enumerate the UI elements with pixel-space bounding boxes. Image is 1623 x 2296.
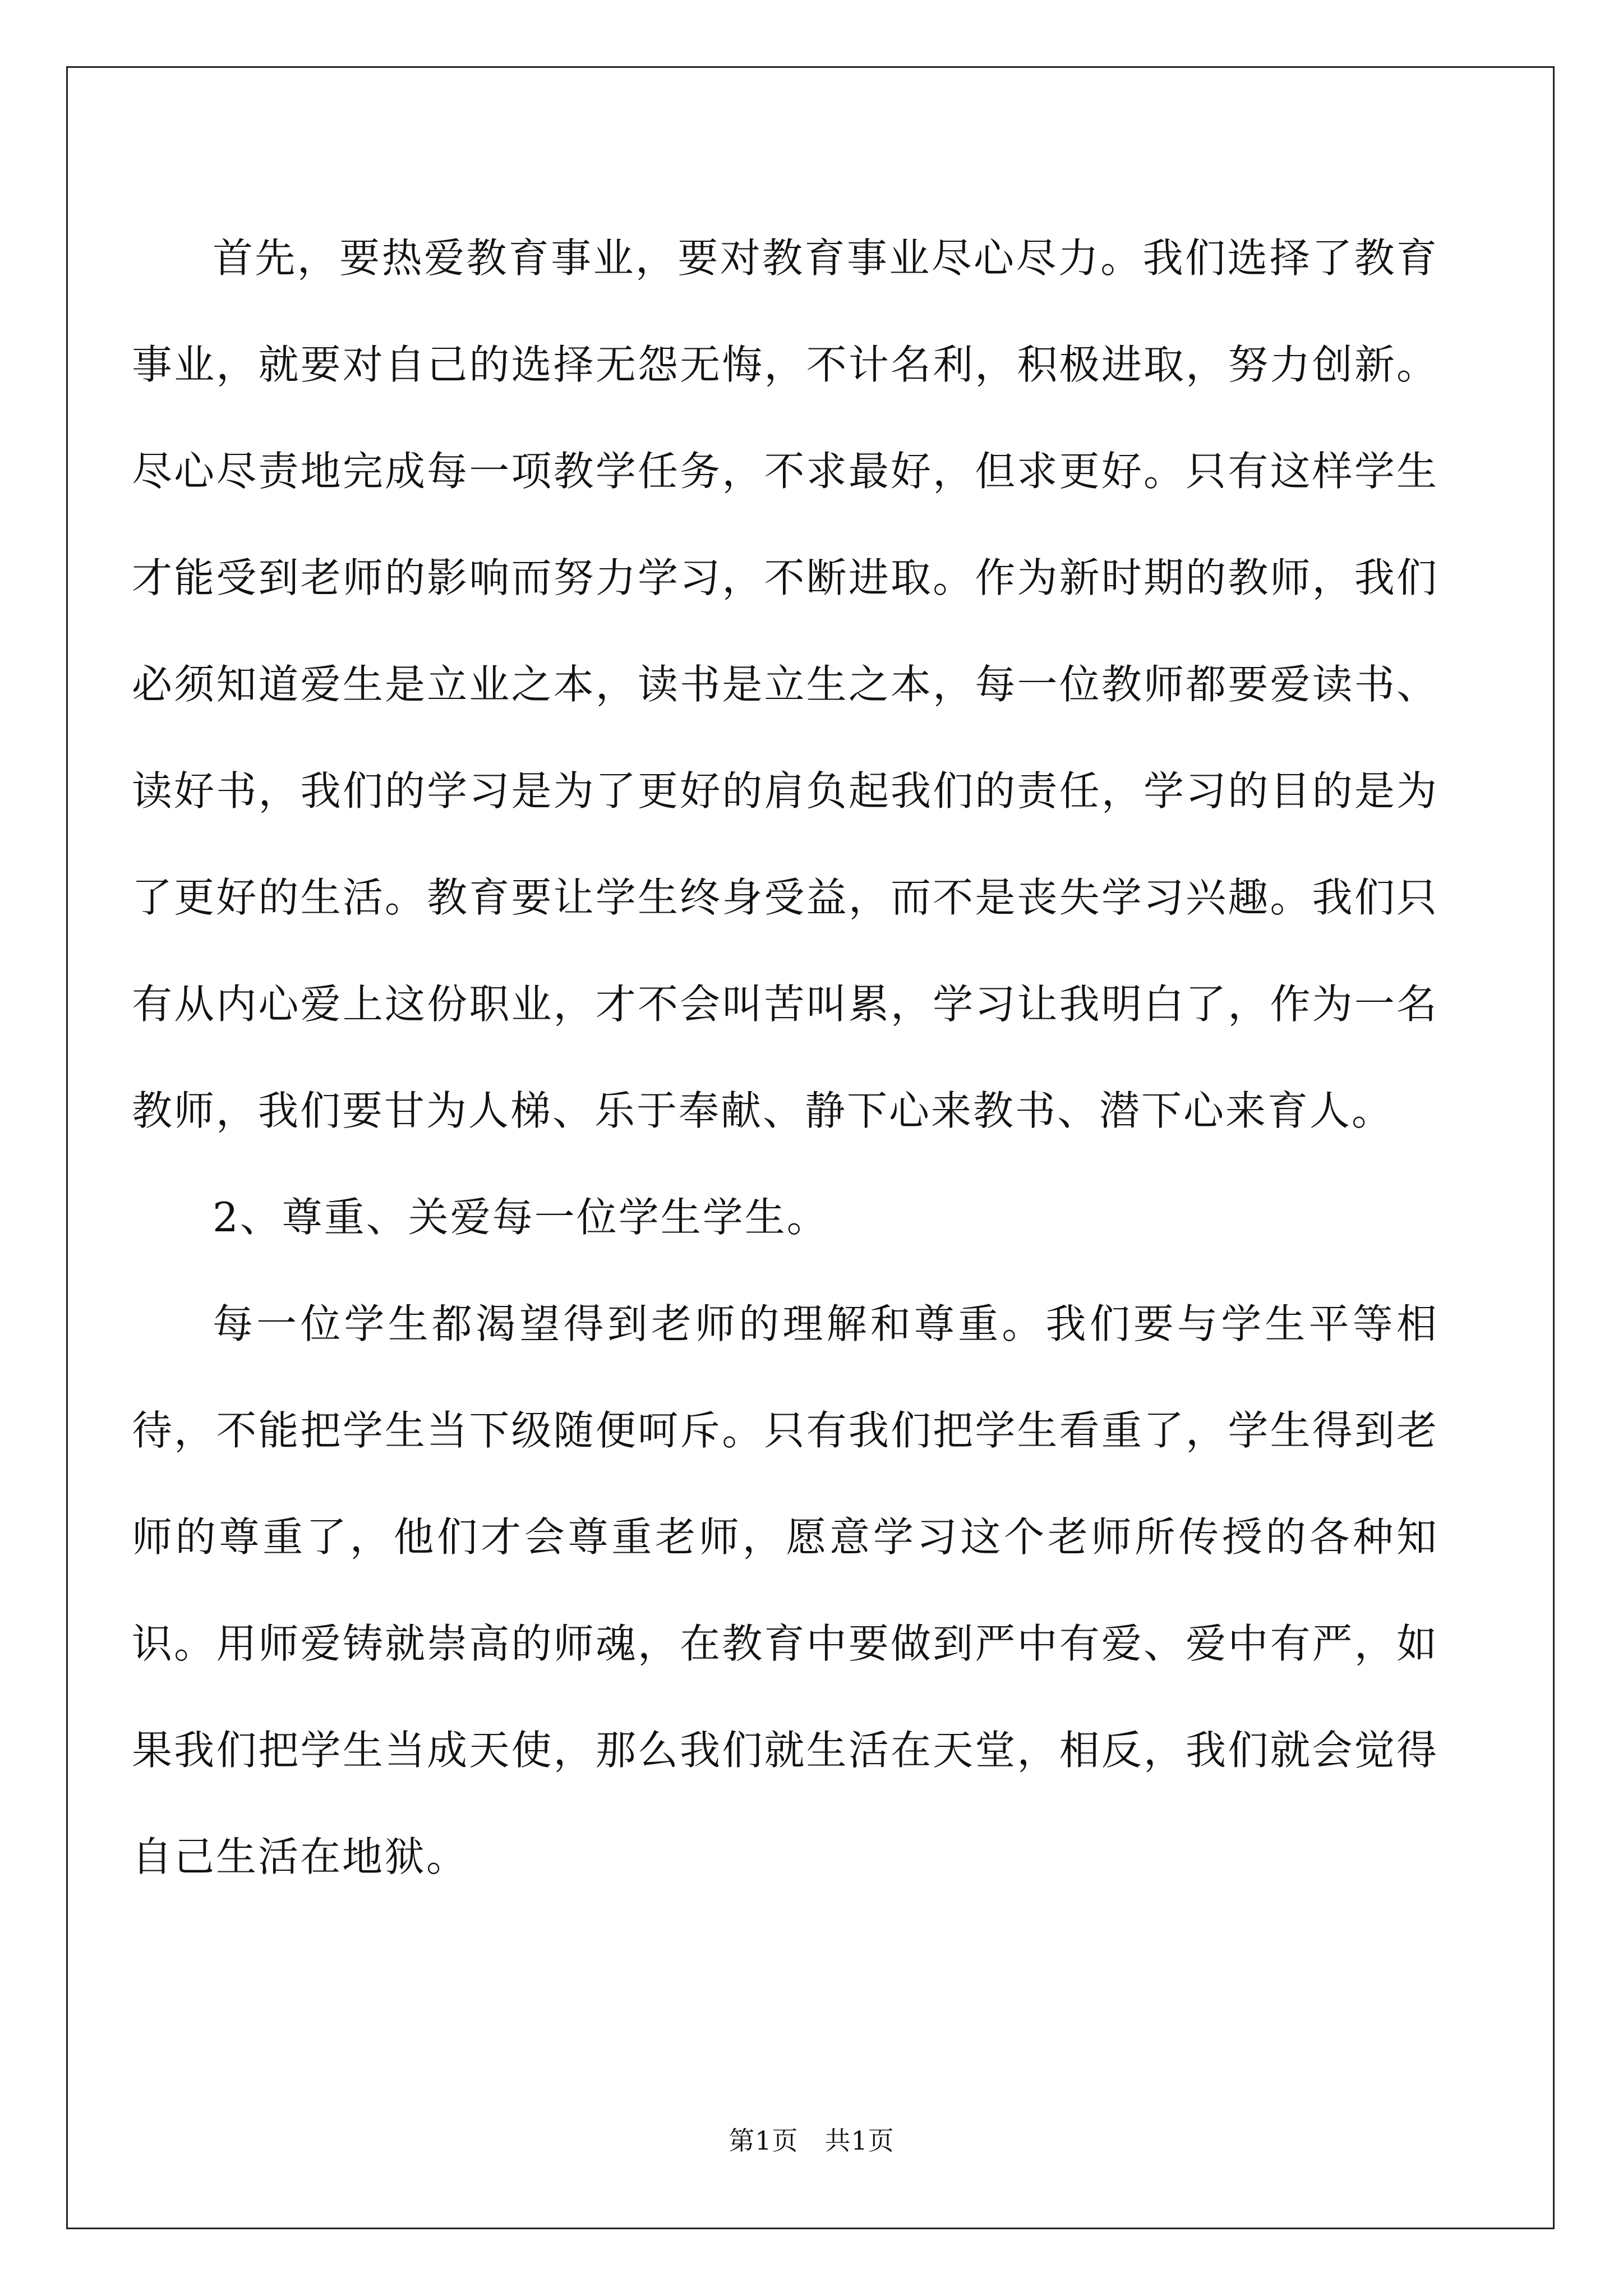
paragraph-respect-students: 每一位学生都渴望得到老师的理解和尊重。我们要与学生平等相待，不能把学生当下级随便呵斥。只有我们把学生看重了，学生得到老师的尊重了，他们才会尊重老师，愿意学习这个老师所传授的各种知识。用师爱铸就崇高的师魂，在教育中要做到严中有爱、爱中有严，如果我们把学生当成天使，那么我们就生活在天堂，相反，我们就会觉得自己生活在地狱。 [132,1300,1438,1880]
page-total: 共1页 [824,2125,895,2156]
footer-spacer [799,2125,825,2156]
document-body [132,205,1438,1910]
paragraph-love-education: 首先，要热爱教育事业，要对教育事业尽心尽力。我们选择了教育事业，就要对自己的选择无怨无悔，不计名利，积极进取，努力创新。尽心尽责地完成每一项教学任务，不求最好，但求更好。只有这样学生才能受到老师的影响而努力学习，不断进取。作为新时期的教师，我们必须知道爱生是立业之本，读书是立生之本，每一位教师都要爱读书、读好书，我们的学习是为了更好的肩负起我们的责任，学习的目的是为了更好的生活。教育要让学生终身受益，而不是丧失学习兴趣。我们只有从内心爱上这份职业，才不会叫苦叫累，学习让我明白了，作为一名教师，我们要甘为人梯、乐于奉献、静下心来教书、潜下心来育人。 [132,234,1438,1134]
paragraph-heading-respect: 2、尊重、关爱每一位学生学生。 [213,1194,829,1241]
page-number: 第1页 [728,2125,799,2156]
page-footer [0,2120,1623,2157]
